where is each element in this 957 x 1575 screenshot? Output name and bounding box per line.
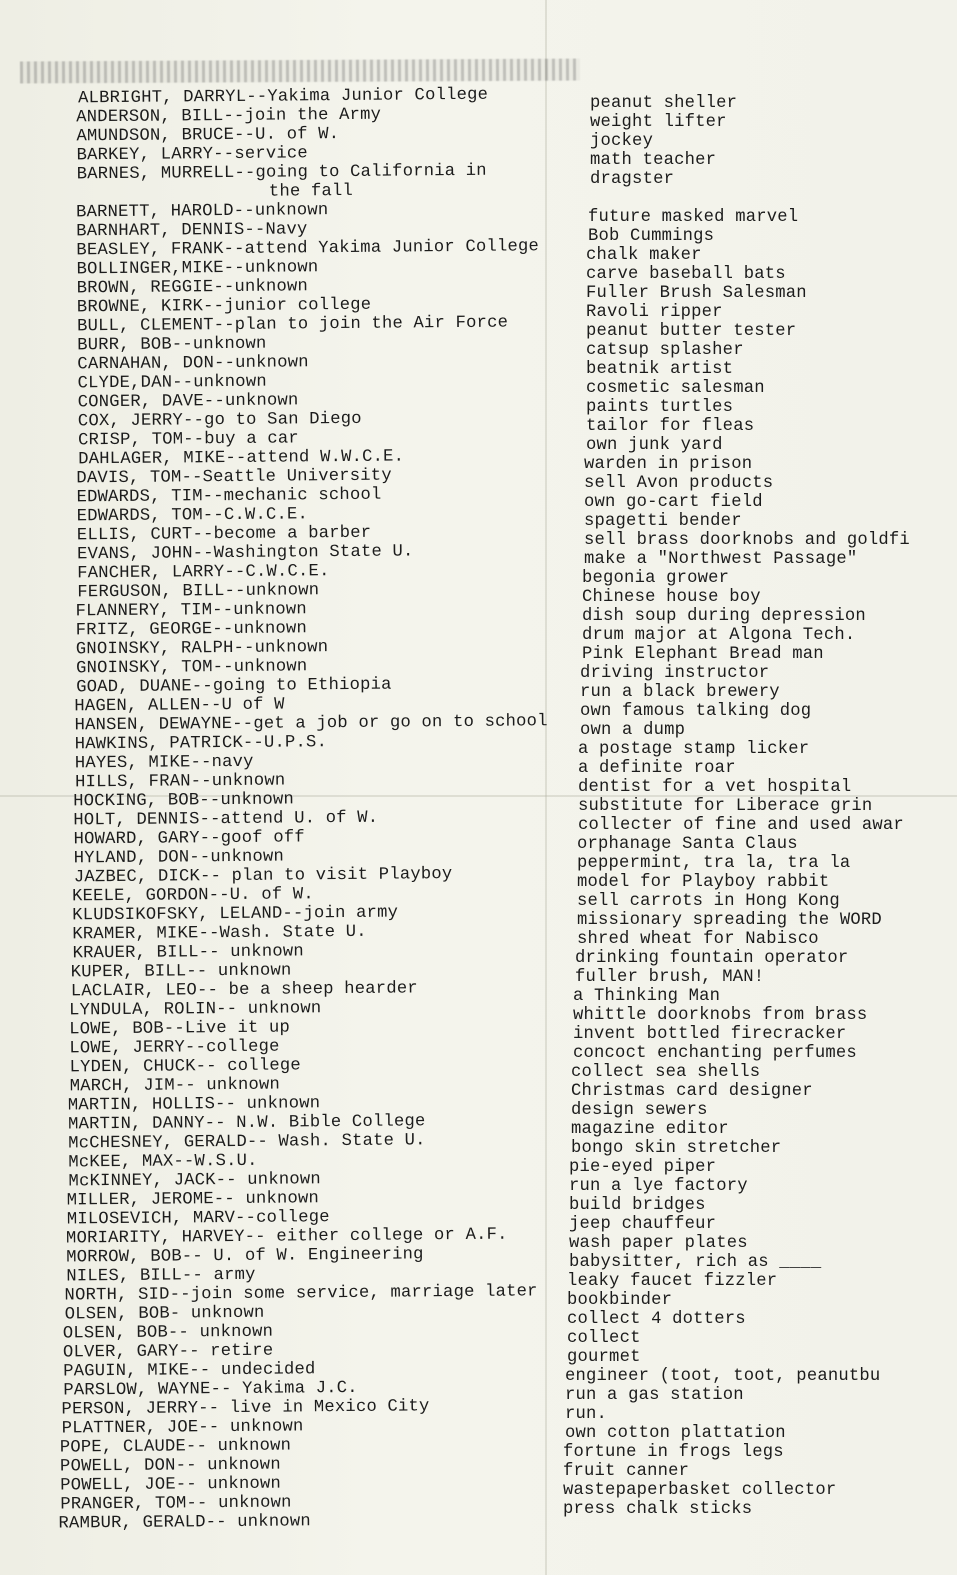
graduate-entry-line: KEELE, GORDON--U. of W. [71,885,314,907]
graduate-entry-line: ALBRIGHT, DARRYL--Yakima Junior College [77,85,489,109]
future-occupation-line: shred wheat for Nabisco [577,930,819,949]
graduate-entry-line: LYDEN, CHUCK-- college [69,1056,301,1078]
future-occupation-line: Chinese house boy [582,588,761,607]
future-occupation-line: catsup splasher [586,341,744,360]
graduate-entry-line: GNOINSKY, RALPH--unknown [75,638,329,660]
graduate-entry-line: FERGUSON, BILL--unknown [77,581,320,603]
graduate-entry-line: POPE, CLAUDE-- unknown [59,1436,292,1458]
future-occupation-line: build bridges [569,1196,706,1215]
graduate-entry-line: BARNETT, HAROLD--unknown [75,201,329,223]
graduate-entry-line: HAYES, MIKE--navy [74,752,254,774]
future-occupation-line: substitute for Liberace grin [578,797,873,816]
future-occupation-line: fruit canner [563,1462,690,1481]
future-occupation-line: drum major at Algona Tech. [582,626,856,645]
future-occupation-line: dragster [590,170,675,189]
future-occupation-line: make a "Northwest Passage" [584,550,858,569]
future-occupation-line: fuller brush, MAN! [575,968,765,987]
graduate-entry-line: BULL, CLEMENT--plan to join the Air Force [76,313,509,337]
graduate-entry-line: HOCKING, BOB--unknown [73,790,295,812]
graduate-entry-line: McCHESNEY, GERALD-- Wash. State U. [68,1131,426,1154]
future-occupation-line: math teacher [590,151,717,170]
graduate-entry-line: HAGEN, ALLEN--U of W [74,695,285,717]
graduate-entry-line: BARNES, MURRELL--going to California in [76,161,487,185]
graduate-entry-line: BEASLEY, FRANK--attend Yakima Junior College [76,237,540,261]
graduate-entry-line: CONGER, DAVE--unknown [77,391,299,413]
graduate-entry-line: BURR, BOB--unknown [77,334,267,356]
graduate-entry-line: LOWE, BOB--Live it up [69,1018,291,1040]
graduate-entry-line: COX, JERRY--go to San Diego [77,409,362,432]
future-occupation-line: bookbinder [567,1291,673,1310]
graduate-entry-line: BROWNE, KIRK--junior college [76,295,372,318]
future-occupation-line: jockey [590,132,654,151]
future-occupation-line: gourmet [567,1348,641,1367]
future-occupation-line: carve baseball bats [586,265,786,284]
graduate-entry-line: HANSEN, DEWAYNE--get a job or go on to school [74,712,548,736]
future-occupation-line: design sewers [571,1101,708,1120]
graduate-entry-line: POWELL, JOE-- unknown [60,1474,282,1496]
graduate-entry-line: the fall [268,181,354,202]
graduate-entry-line: MARTIN, DANNY-- N.W. Bible College [67,1112,426,1135]
future-occupation-line: Fuller Brush Salesman [586,284,807,303]
graduate-entry-line: ANDERSON, BILL--join the Army [76,105,382,128]
future-occupation-line: collect sea shells [571,1063,761,1082]
graduate-entry-line: MORIARITY, HARVEY-- either college or A.F. [65,1225,508,1249]
graduate-entry-line: FLANNERY, TIM--unknown [75,600,307,622]
graduate-entry-line: CRISP, TOM--buy a car [77,429,299,451]
future-occupation-line: warden in prison [584,455,753,474]
future-occupation-line: pie-eyed piper [569,1158,717,1177]
future-occupations-column [0,94,957,1534]
future-occupation-line: concoct enchanting perfumes [573,1044,857,1063]
future-occupation-line: own go-cart field [584,493,763,512]
future-occupation-line: own a dump [580,721,686,740]
future-occupation-line: model for Playboy rabbit [577,873,830,892]
graduate-entry-line: EVANS, JOHN--Washington State U. [76,542,414,565]
future-occupation-line: jeep chauffeur [569,1215,717,1234]
future-occupation-line: run a black brewery [580,683,780,702]
future-occupation-line: cosmetic salesman [586,379,765,398]
future-occupation-line: run a gas station [565,1386,744,1405]
future-occupation-line: dish soup during depression [582,607,866,626]
graduate-entry-line: GNOINSKY, TOM--unknown [75,657,308,679]
future-occupation-line: bongo skin stretcher [571,1139,782,1158]
graduate-entry-line: KLUDSIKOFSKY, LELAND--join army [72,903,399,926]
future-occupation-line: sell carrots in Hong Kong [577,892,840,911]
graduate-entry-line: OLSEN, BOB-- unknown [62,1322,274,1344]
future-occupation-line: collecter of fine and used awar [578,816,904,835]
future-occupation-line: wastepaperbasket collector [563,1481,837,1500]
future-occupation-line: sell Avon products [584,474,774,493]
future-occupation-line: spagetti bender [584,512,742,531]
graduate-entry-line: McKINNEY, JACK-- unknown [68,1170,321,1192]
graduate-entry-line: HYLAND, DON--unknown [73,847,285,869]
graduate-entry-line: AMUNDSON, BRUCE--U. of W. [76,125,340,147]
future-occupation-line: a Thinking Man [573,987,721,1006]
future-occupation-line: peppermint, tra la, tra la [577,854,851,873]
future-occupation-line: future masked marvel [588,208,799,227]
future-occupation-line: engineer (toot, toot, peanutbu [565,1367,881,1386]
graduate-entry-line: HOWARD, GARY--goof off [73,828,305,850]
future-occupation-line: begonia grower [582,569,730,588]
graduate-entry-line: McKEE, MAX--W.S.U. [68,1151,258,1173]
graduate-entry-line: GOAD, DUANE--going to Ethiopia [76,675,392,698]
graduate-entry-line: BARNHART, DENNIS--Navy [76,220,308,242]
graduate-entry-line: OLSEN, BOB- unknown [64,1303,265,1325]
graduate-entry-line: BOLLINGER,MIKE--unknown [76,258,319,280]
future-occupation-line: whittle doorknobs from brass [573,1006,868,1025]
future-occupation-line: babysitter, rich as ____ [569,1253,822,1272]
graduate-entry-line: CARNAHAN, DON--unknown [77,353,309,375]
future-occupation-line: magazine editor [571,1120,729,1139]
future-occupation-line: leaky faucet fizzler [567,1272,778,1291]
graduate-entry-line: RAMBUR, GERALD-- unknown [58,1512,311,1534]
graduate-entry-line: DAVIS, TOM--Seattle University [76,466,392,489]
future-occupation-line: a postage stamp licker [578,740,810,759]
graduate-entry-line: EDWARDS, TIM--mechanic school [76,485,382,508]
future-occupation-line: dentist for a vet hospital [578,778,852,797]
graduate-entry-line: PERSON, JERRY-- live in Mexico City [61,1397,430,1420]
future-occupation-line: Christmas card designer [571,1082,813,1101]
graduate-entry-line: HAWKINS, PATRICK--U.P.S. [74,733,328,755]
graduate-entry-line: FRITZ, GEORGE--unknown [75,619,308,641]
future-occupation-line: paints turtles [586,398,734,417]
graduate-entry-line: OLVER, GARY-- retire [62,1341,274,1363]
graduate-entry-line: PAGUIN, MIKE-- undecided [63,1360,316,1382]
future-occupation-line: invent bottled firecracker [573,1025,847,1044]
future-occupation-line: Ravoli ripper [586,303,723,322]
graduate-entry-line: PRANGER, TOM-- unknown [60,1493,292,1515]
graduate-entry-line: LYNDULA, ROLIN-- unknown [68,999,322,1021]
future-occupation-line: run. [565,1405,608,1424]
graduate-entry-line: CLYDE,DAN--unknown [77,372,267,394]
future-occupation-line: own junk yard [586,436,723,455]
graduate-entry-line: MILOSEVICH, MARV--college [66,1208,330,1230]
future-occupation-line: fortune in frogs legs [563,1443,784,1462]
future-occupation-line: sell brass doorknobs and goldfi [584,531,910,550]
graduate-entry-line: KRAUER, BILL-- unknown [72,942,304,964]
graduate-entry-line: MARTIN, HOLLIS-- unknown [67,1094,321,1116]
graduate-entry-line: PARSLOW, WAYNE-- Yakima J.C. [63,1378,358,1401]
graduate-entry-line: BARKEY, LARRY--service [76,144,308,166]
graduate-entry-line: JAZBEC, DICK-- plan to visit Playboy [73,865,453,888]
future-occupation-line: beatnik artist [586,360,734,379]
future-occupation-line: a definite roar [578,759,736,778]
future-occupation-line: driving instructor [580,664,770,683]
graduate-entry-line: NORTH, SID--join some service, marriage later [64,1282,538,1306]
future-occupation-line: Bob Cummings [588,227,715,246]
future-occupation-line: press chalk sticks [563,1500,753,1519]
graduate-entry-line: POWELL, DON-- unknown [59,1455,281,1477]
future-occupation-line: tailor for fleas [586,417,755,436]
future-occupation-line: chalk maker [586,246,702,265]
future-occupation-line: weight lifter [590,113,727,132]
future-occupation-line: own cotton plattation [565,1424,786,1443]
graduate-entry-line: KRAMER, MIKE--Wash. State U. [72,922,367,945]
graduate-entry-line: LOWE, JERRY--college [69,1037,280,1059]
future-occupation-line: own famous talking dog [580,702,812,721]
graduate-entry-line: BROWN, REGGIE--unknown [76,277,309,299]
graduate-entry-line: MORROW, BOB-- U. of W. Engineering [66,1245,424,1268]
graduate-entry-line: DAHLAGER, MIKE--attend W.W.C.E. [78,447,405,470]
graduate-entry-line: MARCH, JIM-- unknown [69,1075,281,1097]
graduate-entry-line: FANCHER, LARRY--C.W.C.E. [77,562,330,584]
graduate-entry-line: KUPER, BILL-- unknown [70,961,292,983]
graduate-entry-line: HILLS, FRAN--unknown [74,771,286,793]
future-occupation-line: peanut sheller [590,94,738,113]
future-occupation-line: wash paper plates [569,1234,748,1253]
graduate-entry-line: HOLT, DENNIS--attend U. of W. [73,808,379,831]
future-occupation-line: run a lye factory [569,1177,748,1196]
future-occupation-line: missionary spreading the WORD [577,911,882,930]
graduate-entry-line: ELLIS, CURT--become a barber [76,523,372,546]
future-occupation-line: drinking fountain operator [575,949,849,968]
future-occupation-line: Pink Elephant Bread man [582,645,824,664]
graduate-entry-line: PLATTNER, JOE-- unknown [61,1417,304,1439]
ink-smudge-band [20,59,580,84]
future-occupation-line: peanut butter tester [586,322,797,341]
graduate-entry-line: LACLAIR, LEO-- be a sheep hearder [70,979,418,1002]
graduate-entry-line: MILLER, JEROME-- unknown [66,1189,320,1211]
graduate-entry-line: NILES, BILL-- army [66,1265,256,1287]
future-occupation-line: collect [567,1329,641,1348]
future-occupation-line: orphanage Santa Claus [577,835,798,854]
graduate-entry-line: EDWARDS, TOM--C.W.C.E. [76,505,309,527]
future-occupation-line: collect 4 dotters [567,1310,746,1329]
